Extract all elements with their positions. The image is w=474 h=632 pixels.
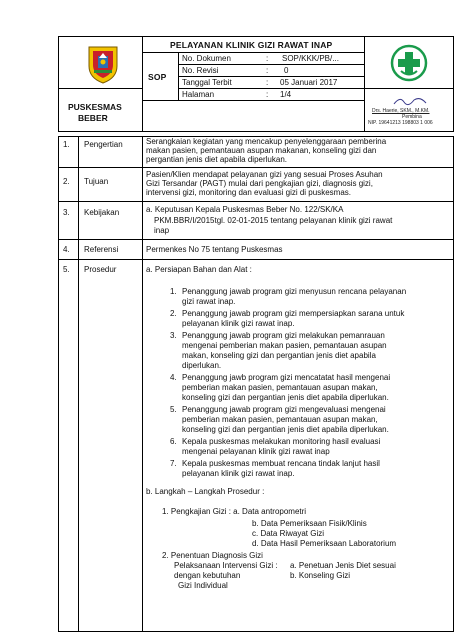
sop-label: SOP [148,72,167,82]
prosedur-b2-line: 2. Penentuan Diagnosis Gizi [162,551,263,560]
org-name-line2: BEBER [78,113,108,123]
puskesmas-logo [390,44,428,82]
field-label-halaman: Halaman [182,90,215,99]
row-text-line: makan pasien, pemantauan asupan makanan, konseling gizi dan [146,146,377,155]
prosedur-item-line: mengenai pelayanan klinik gizi rawat inap [182,447,330,456]
signer-role: Pembina [402,114,422,120]
body-row-line-4 [58,259,454,260]
prosedur-item-line: gizi rawat inap. [182,297,236,306]
field-sep-halaman: : [266,90,269,99]
signer-name: Drs. Haerie, SKM., M.KM. [372,108,430,114]
prosedur-item-number: 6. [170,437,177,446]
regency-emblem-logo [85,44,121,84]
signature-mark [392,94,432,108]
prosedur-item-line: Penanggung jawab program gizi melakukan pemanrauan [182,331,385,340]
prosedur-item-line: Penanggung jawab program gizi menyusun rencana pelayanan [182,287,407,296]
prosedur-item-number: 7. [170,459,177,468]
prosedur-item-line: konseling gizi dan pergantian jenis diet apabila diperlukan. [182,425,389,434]
row-label: Kebijakan [84,208,120,217]
prosedur-heading-a: a. Persiapan Bahan dan Alat : [146,265,252,274]
row-text-line: Pasien/Klien mendapat pelayanan gizi yang sesuai Proses Asuhan [146,170,383,179]
prosedur-item-number: 3. [170,331,177,340]
row-label: Tujuan [84,177,109,186]
prosedur-b2-left: Pelaksanaan Intervensi Gizi : [174,561,278,570]
row-label: Pengertian [84,140,123,149]
header-hline-left [58,88,143,89]
prosedur-b2-left: dengan kebutuhan [174,571,241,580]
prosedur-item-line: diperlukan. [182,361,222,370]
body-row-line-3 [58,239,454,240]
field-sep-tanggal: : [266,78,269,87]
fields-row-line-2 [178,76,365,77]
row-text-line: Gizi Tersandar (PAGT) mulai dari pengkajian gizi, diagnosis gizi, [146,179,373,188]
prosedur-item-line: konseling gizi dan pergantian jenis diet apabila diperlukan. [182,393,389,402]
field-value-tanggal: 05 Januari 2017 [280,78,338,87]
row-text-line: inap [154,226,170,235]
field-sep-dokumen: : [266,54,269,63]
prosedur-b1-sub: d. Data Hasil Pemeriksaan Laboratorium [252,539,397,548]
field-label-dokumen: No. Dokumen [182,54,231,63]
row-text-line: a. Keputusan Kepala Puskesmas Beber No. 122/SK/KA [146,205,344,214]
prosedur-item-number: 4. [170,373,177,382]
field-value-revisi: 0 [284,66,289,75]
prosedur-item-line: Kepala puskesmas membuat rencana tindak lanjut hasil [182,459,380,468]
prosedur-item-number: 1. [170,287,177,296]
row-number: 1. [63,140,70,149]
prosedur-b1-sub: c. Data Riwayat Gizi [252,529,325,538]
fields-row-line-4 [142,100,365,101]
row-number: 2. [63,177,70,186]
prosedur-item-line: Penanggung jawab program gizi mengevaluasi mengenai [182,405,386,414]
field-value-dokumen: SOP/KKK/PB/... [282,54,339,63]
prosedur-item-number: 2. [170,309,177,318]
prosedur-heading-b: b. Langkah – Langkah Prosedur : [146,487,265,496]
prosedur-item-number: 5. [170,405,177,414]
prosedur-item-line: Kepala puskesmas melakukan monitoring hasil evaluasi [182,437,381,446]
prosedur-item-line: pelayanan klinik gizi rawat inap. [182,469,295,478]
prosedur-item-line: pemberian makan pasien, pemantauan asupan makan, [182,383,378,392]
prosedur-item-line: mengenai pemberian makan pasien, pemantauan asupan [182,341,387,350]
field-sep-revisi: : [266,66,269,75]
sop-document [58,36,454,632]
row-text-line: PKM.BBR/I/2015tgl. 02-01-2015 tentang pelayanan klinik gizi rawat [154,216,393,225]
row-text-line: pergantian jenis diet apabila diperlukan. [146,155,287,164]
fields-row-line-3 [178,88,365,89]
signer-nip: NIP. 19641213 198803 1 006 [368,120,433,126]
fields-row-line-1 [178,64,365,65]
row-label: Prosedur [84,265,117,274]
row-number: 4. [63,245,70,254]
row-number: 5. [63,265,70,274]
field-label-revisi: No. Revisi [182,66,219,75]
prosedur-b1-sub: b. Data Pemeriksaan Fisik/Klinis [252,519,367,528]
prosedur-item-line: Penanggung jawab program gizi mempersiapkan sarana untuk [182,309,405,318]
body-row-line-1 [58,167,454,168]
prosedur-b2-right: a. Penetuan Jenis Diet sesuai [290,561,396,570]
field-label-tanggal: Tanggal Terbit [182,78,232,87]
row-text-line: intervensi gizi, monitoring dan evaluasi gizi di puskesmas. [146,188,351,197]
header-divider-left [142,36,143,132]
header-hline-right [364,88,454,89]
prosedur-item-line: pemberian makan pasien, pemantauan asupan makan, [182,415,378,424]
body-col-line-2 [142,136,143,632]
field-value-halaman: 1/4 [280,90,292,99]
body-row-line-2 [58,201,454,202]
body-col-line-1 [78,136,79,632]
row-label: Referensi [84,245,119,254]
row-text-line: Permenkes No 75 tentang Puskesmas [146,245,283,254]
prosedur-b2-right: b. Konseling Gizi [290,571,351,580]
prosedur-b2-left: Gizi Individual [178,581,228,590]
prosedur-item-line: Penanggung jawb program gizi mencatatat hasil mengenai [182,373,391,382]
prosedur-item-line: pelayanan klinik gizi rawat inap. [182,319,295,328]
row-text-line: Serangkaian kegiatan yang mencakup penyelenggaraan pemberina [146,137,387,146]
document-title: PELAYANAN KLINIK GIZI RAWAT INAP [170,40,333,50]
prosedur-item-line: makan, konseling gizi dan pergantian jenis diet apabila [182,351,376,360]
row-number: 3. [63,208,70,217]
prosedur-b1-line: 1. Pengkajian Gizi : a. Data antropometri [162,507,307,516]
org-name-line1: PUSKESMAS [68,102,122,112]
